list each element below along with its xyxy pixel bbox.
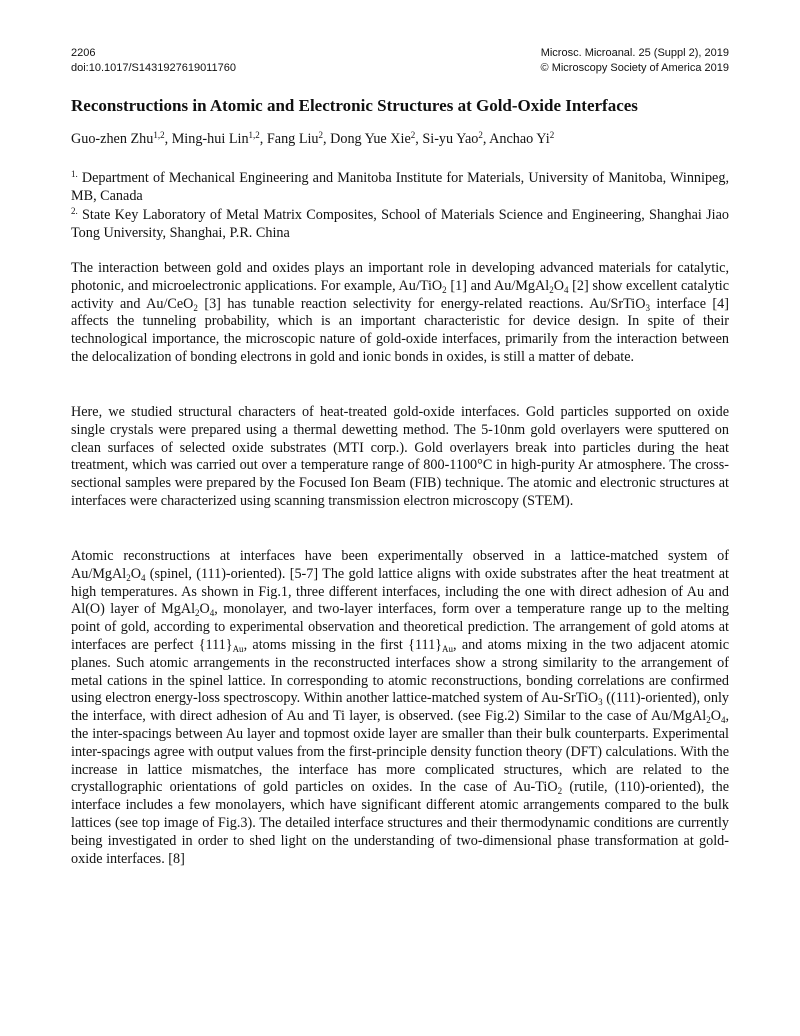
affiliation-1 [71,169,729,205]
author-affiliation-marker: 2 [318,130,324,140]
journal-citation: Microsc. Microanal. 25 (Suppl 2), 2019 [540,47,729,59]
affiliation-marker: 1. [71,169,78,179]
paper-title: Reconstructions in Atomic and Electronic Structures at Gold-Oxide Interfaces [71,96,638,115]
affiliation-text: State Key Laboratory of Metal Matrix Composites, School of Materials Science and Engineering, Shanghai Jiao Tong University, Shanghai, P.R. China [71,207,729,241]
author: Fang Liu [266,131,319,147]
author: Ming-hui Lin [171,131,249,147]
author: Anchao Yi [489,131,550,147]
page-number: 2206 [71,47,96,59]
author-affiliation-marker: 1,2 [248,130,260,140]
author-affiliation-marker: 2 [478,130,483,140]
affiliation-marker: 2. [71,206,78,216]
body-paragraph: The interaction between gold and oxides plays an important role in developing advanced materials for catalytic, photonic, and microelectronic applications. For example, Au/TiO$_2$ [1] and $Au/MgAl_2O_4$ [2] show excellent catalytic activity and Au/CeO$_2$ [3] has tunable reaction selectivity for energy-related reactions. Au/SrTiO$_3$ interface [4] affects the tunneling probability, which is an important characteristic for device design. In spite of their technological importance, the microscopic nature of gold-oxide interfaces, primarily from the interaction between the delocalization of bonding electrons in gold and ionic bonds in oxides, is still a matter of debate. [71,260,730,365]
author-affiliation-marker: 2 [549,130,555,140]
author-affiliation-marker: 2 [410,130,416,140]
copyright: © Microscopy Society of America 2019 [540,62,729,74]
body-paragraph: Here, we studied structural characters of heat-treated gold-oxide interfaces. Gold particles supported on oxide single crystals were prepared using a thermal dewetting method. The 5-10nm gold overlayers were sputtered on clean surfaces of selected oxide substrates (MTI corp.). Gold overlayers break into particles during the heat treatment, which was carried out over a temperature range of 800-1100°C in high-purity Ar atmosphere. The cross-sectional samples were prepared by the Focused Ion Beam (FIB) technique. The atomic and electronic structures at interfaces were characterized using scanning transmission electron microscopy (STEM). [71,404,729,509]
author: Si-yu Yao [422,131,479,147]
header-right [541,46,729,76]
doi: doi:10.1017/S1431927619011760 [71,62,236,74]
affiliation-text: Department of Mechanical Engineering and Manitoba Institute for Materials, University of Manitoba, Winnipeg, MB, Canada [71,170,729,204]
header-left [71,46,236,76]
author: Dong Yue Xie [330,131,411,147]
body-paragraph: Atomic reconstructions at interfaces have been experimentally observed in a lattice-matched system of $Au/MgAl_2O_4$ (spinel, (111)-oriented). [5-7] The gold lattice aligns with oxide substrates after the heat treatment at high temperatures. As shown in Fig.1, three different interfaces, including the one with direct adhesion of Au and Al(O) layer of $MgAl_2O_4$, monolayer, and two-layer interfaces, form over a temperature range up to the melting point of gold, according to experimental observation and theoretical prediction. The arrangement of gold atoms at interfaces are perfect $\{111\}_{Au}$, atoms missing in the first $\{111\}_{Au}$, and atoms mixing in the two adjacent atomic planes. Such atomic arrangements in the reconstructed interfaces show a strong similarity to the arrangement of metal cations in the spinel lattice. In corresponding to atomic reconstructions, bonding correlations are confirmed using electron energy-loss spectroscopy. Within another lattice-matched system of Au-SrTiO$_3$ ((111)-oriented), only the interface, with direct adhesion of Au and Ti layer, is observed. (see Fig.2) Similar to the case of $Au/MgAl_2O_4$, the inter-spacings between Au layer and topmost oxide layer are smaller than their bulk counterparts. Experimental inter-spacings agree with output values from the first-principle density function theory (DFT) calculations. With the increase in lattice mismatches, the interface has more complicated structures, which are related to the crystallographic orientations of gold particles on oxides. In the case of Au-TiO$_2$ (rutile, (110)-oriented), the interface includes a few monolayers, which have significant different atomic arrangements compared to the bulk lattices (see top image of Fig.3). The detailed interface structures and their thermodynamic conditions are currently being investigated in order to shed light on the understanding of two-dimensional phase transformation at gold-oxide interfaces. [8] [71,548,729,867]
author-affiliation-marker: 1,2 [153,130,165,140]
author: Guo-zhen Zhu [71,131,154,147]
affiliation-2 [71,206,729,242]
author-list: Guo-zhen Zhu$^{1,2}$, Ming-hui Lin$^{1,2}$, Fang Liu$^2$, Dong Yue Xie$^2$, Si-yu Yao$^2$, Anchao Yi$^2$ [71,130,555,147]
